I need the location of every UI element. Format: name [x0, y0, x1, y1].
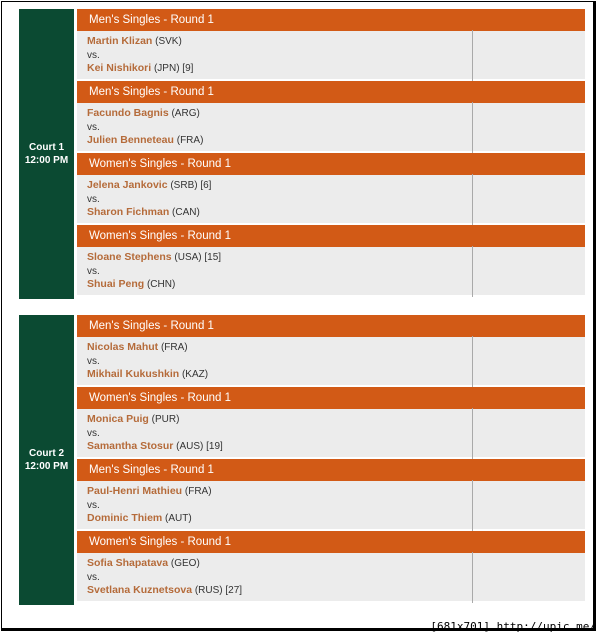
player-link[interactable]: Kei Nishikori	[87, 62, 152, 74]
column-divider	[472, 30, 473, 81]
event-header: Men's Singles - Round 1	[77, 315, 585, 337]
court-name: Court 1	[29, 142, 64, 153]
match-body	[77, 553, 585, 603]
event-header: Men's Singles - Round 1	[77, 9, 585, 31]
player-country: (KAZ)	[181, 369, 209, 380]
column-divider	[472, 480, 473, 531]
player-country: (USA) [15]	[174, 252, 222, 263]
match-list	[77, 315, 585, 603]
vs-label: vs.	[87, 265, 100, 277]
player-link[interactable]: Paul-Henri Mathieu	[87, 485, 183, 497]
player-country: (SRB) [6]	[170, 180, 212, 191]
player-country: (RUS) [27]	[194, 585, 243, 596]
match-body	[77, 409, 585, 459]
court-name: Court 2	[29, 448, 64, 459]
player-link[interactable]: Shuai Peng	[87, 278, 145, 290]
event-header: Women's Singles - Round 1	[77, 225, 585, 247]
vs-label: vs.	[87, 121, 100, 133]
column-divider	[472, 552, 473, 603]
match-item	[77, 459, 585, 531]
schedule-frame	[1, 1, 596, 631]
player-country: (JPN) [9]	[153, 63, 194, 74]
court-time: 12:00 PM	[24, 155, 69, 166]
court-2-block	[19, 315, 585, 605]
court-time: 12:00 PM	[24, 461, 69, 472]
vs-label: vs.	[87, 49, 100, 61]
player-country: (AUT)	[165, 513, 192, 524]
player-country: (SVK)	[155, 36, 182, 47]
player-link[interactable]: Svetlana Kuznetsova	[87, 584, 193, 596]
event-header: Men's Singles - Round 1	[77, 459, 585, 481]
match-body	[77, 337, 585, 387]
player-country: (GEO)	[170, 558, 200, 569]
match-list	[77, 9, 585, 297]
vs-label: vs.	[87, 355, 100, 367]
match-item	[77, 9, 585, 81]
player-country: (CHN)	[146, 279, 176, 290]
event-header: Men's Singles - Round 1	[77, 81, 585, 103]
match-item	[77, 315, 585, 387]
vs-label: vs.	[87, 193, 100, 205]
match-body	[77, 31, 585, 81]
column-divider	[472, 102, 473, 153]
player-link[interactable]: Jelena Jankovic	[87, 179, 168, 191]
column-divider	[472, 408, 473, 459]
event-header: Women's Singles - Round 1	[77, 531, 585, 553]
court-label	[19, 315, 74, 605]
player-country: (FRA)	[176, 135, 204, 146]
match-item	[77, 387, 585, 459]
player-link[interactable]: Dominic Thiem	[87, 512, 163, 524]
image-watermark: [681x701] http://upic.me/	[430, 620, 596, 633]
player-country: (CAN)	[172, 207, 200, 218]
player-link[interactable]: Sharon Fichman	[87, 206, 170, 218]
player-link[interactable]: Mikhail Kukushkin	[87, 368, 180, 380]
vs-label: vs.	[87, 427, 100, 439]
player-country: (AUS) [19]	[176, 441, 223, 452]
match-item	[77, 81, 585, 153]
player-link[interactable]: Sloane Stephens	[87, 251, 172, 263]
player-country: (ARG)	[171, 108, 200, 119]
player-country: (FRA)	[160, 342, 188, 353]
match-body	[77, 481, 585, 531]
player-link[interactable]: Nicolas Mahut	[87, 341, 159, 353]
match-item	[77, 225, 585, 297]
player-country: (PUR)	[151, 414, 180, 425]
column-divider	[472, 246, 473, 297]
court-1-block	[19, 9, 585, 299]
player-link[interactable]: Sofia Shapatava	[87, 557, 169, 569]
court-label	[19, 9, 74, 299]
event-header: Women's Singles - Round 1	[77, 387, 585, 409]
match-item	[77, 153, 585, 225]
column-divider	[472, 336, 473, 387]
player-country: (FRA)	[184, 486, 212, 497]
player-link[interactable]: Julien Benneteau	[87, 134, 174, 146]
event-header: Women's Singles - Round 1	[77, 153, 585, 175]
vs-label: vs.	[87, 571, 100, 583]
match-body	[77, 175, 585, 225]
player-link[interactable]: Samantha Stosur	[87, 440, 174, 452]
match-item	[77, 531, 585, 603]
player-link[interactable]: Monica Puig	[87, 413, 149, 425]
player-link[interactable]: Facundo Bagnis	[87, 107, 169, 119]
column-divider	[472, 174, 473, 225]
match-body	[77, 103, 585, 153]
vs-label: vs.	[87, 499, 100, 511]
player-link[interactable]: Martin Klizan	[87, 35, 153, 47]
match-body	[77, 247, 585, 297]
